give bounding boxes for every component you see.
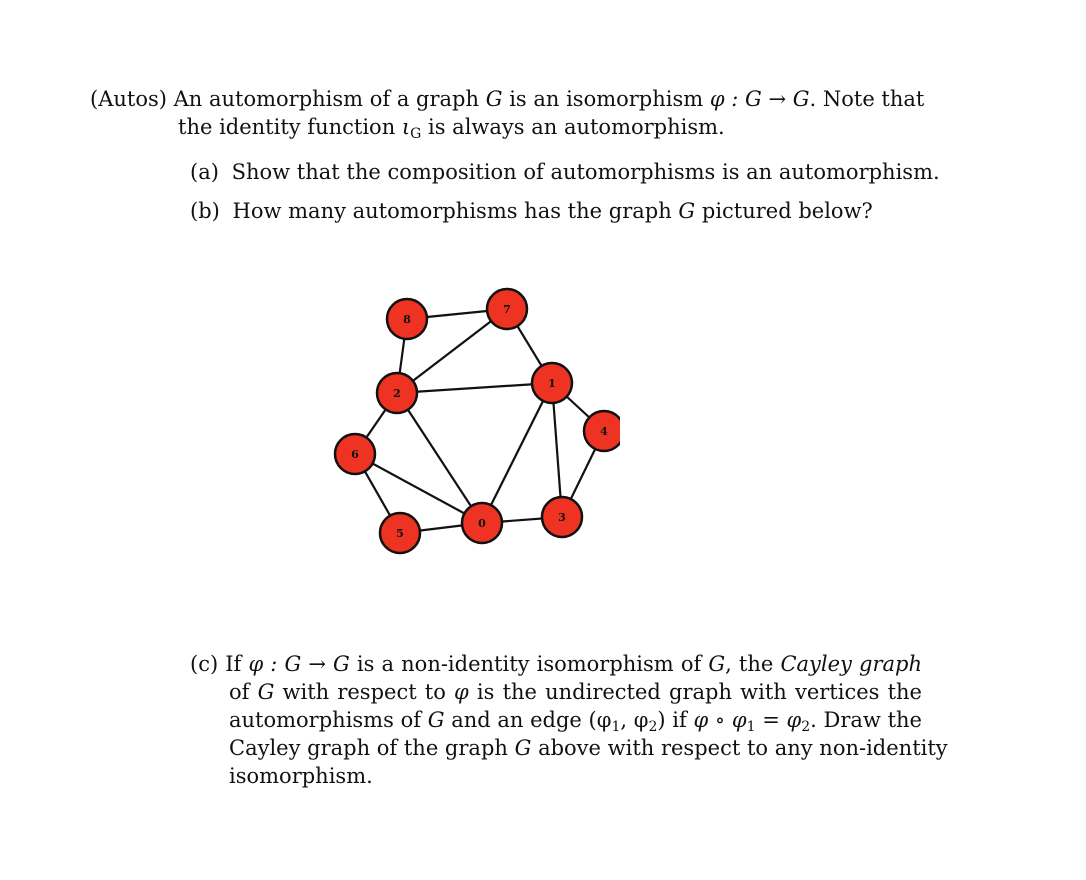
problem-line-2 bbox=[178, 113, 725, 148]
graph-node-label: 1 bbox=[548, 377, 556, 390]
math-phi2: = $\varphi_2$ bbox=[762, 708, 811, 735]
graph-node-1 bbox=[532, 363, 572, 403]
math-G: G bbox=[485, 87, 503, 111]
intro-text: is an isomorphism bbox=[509, 87, 704, 111]
graph-node-label: 0 bbox=[478, 517, 486, 530]
part-c-text: above with respect to any non-identity bbox=[538, 736, 948, 760]
problem-line-1 bbox=[90, 85, 925, 113]
part-a bbox=[190, 158, 940, 186]
intro-text: An automorphism of a graph bbox=[173, 87, 480, 111]
graph-node-6 bbox=[335, 434, 375, 474]
intro-text: is always an automorphism. bbox=[428, 115, 725, 139]
problem-tag: (Autos) bbox=[90, 87, 167, 111]
math-composition: φ ∘ $\varphi_1$ bbox=[693, 708, 756, 735]
intro-text: . Note that bbox=[809, 87, 925, 111]
math-phi-map: φ : G → G bbox=[709, 87, 810, 111]
part-b-label: (b) bbox=[190, 199, 220, 223]
part-b-text: How many automorphisms has the graph bbox=[232, 199, 672, 223]
part-c-line-2 bbox=[229, 678, 922, 706]
graph-node-7 bbox=[487, 289, 527, 329]
part-c-text: isomorphism. bbox=[229, 764, 373, 788]
part-c-line-1 bbox=[190, 650, 922, 678]
part-c-text: is a non-identity isomorphism of bbox=[356, 652, 702, 676]
part-c-text: If bbox=[225, 652, 242, 676]
graph-node-2 bbox=[377, 373, 417, 413]
graph-node-label: 7 bbox=[503, 303, 511, 316]
graph-node-label: 4 bbox=[600, 425, 608, 438]
graph-node-5 bbox=[380, 513, 420, 553]
math-phi: φ bbox=[454, 680, 469, 704]
graph-node-0 bbox=[462, 503, 502, 543]
part-b bbox=[190, 197, 873, 225]
math-iota: $\iota_G$ bbox=[401, 115, 422, 142]
part-c-text: and an edge ($\varphi_1$, $\varphi_2$) if bbox=[451, 708, 687, 735]
part-a-text: Show that the composition of automorphisms is an automorphism. bbox=[231, 160, 940, 184]
graph-node-label: 6 bbox=[351, 448, 359, 461]
math-G: G bbox=[678, 199, 696, 223]
graph-node-3 bbox=[542, 497, 582, 537]
graph-node-label: 2 bbox=[393, 387, 401, 400]
graph-edge-2-1 bbox=[397, 383, 552, 393]
graph-edge-2-0 bbox=[397, 393, 482, 523]
cayley-graph-term: Cayley graph bbox=[780, 652, 922, 676]
graph-figure bbox=[320, 280, 620, 560]
math-G: G bbox=[427, 708, 445, 732]
part-b-text: pictured below? bbox=[701, 199, 873, 223]
graph-edge-1-0 bbox=[482, 383, 552, 523]
part-c-text: automorphisms of bbox=[229, 708, 421, 732]
part-c-text: with respect to bbox=[282, 680, 446, 704]
part-a-label: (a) bbox=[190, 160, 219, 184]
graph-node-4 bbox=[584, 411, 620, 451]
part-c-text: , the bbox=[725, 652, 774, 676]
math-G: G bbox=[514, 736, 532, 760]
intro-text: the identity function bbox=[178, 115, 396, 139]
graph-node-8 bbox=[387, 299, 427, 339]
part-c-text: is the undirected graph with vertices the bbox=[476, 680, 922, 704]
math-G: G bbox=[257, 680, 275, 704]
part-c-line-4 bbox=[229, 734, 948, 762]
part-c-text: Cayley graph of the graph bbox=[229, 736, 508, 760]
part-c-text: . Draw the bbox=[810, 708, 922, 732]
part-c-text: of bbox=[229, 680, 250, 704]
part-c-label: (c) bbox=[190, 652, 219, 676]
math-G: G bbox=[708, 652, 726, 676]
graph-node-label: 8 bbox=[403, 313, 411, 326]
graph-node-label: 3 bbox=[558, 511, 566, 524]
graph-node-label: 5 bbox=[396, 527, 404, 540]
math-phi-map: φ : G → G bbox=[248, 652, 350, 676]
part-c-line-5 bbox=[229, 762, 373, 790]
